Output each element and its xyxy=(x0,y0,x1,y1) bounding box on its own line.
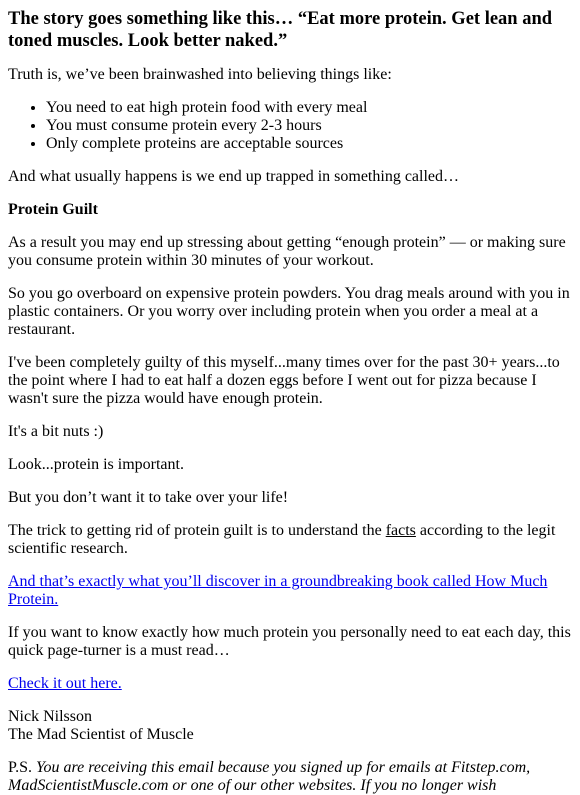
ps-label: P.S. xyxy=(8,759,37,776)
beliefs-list xyxy=(8,99,572,153)
trapped-text: And what usually happens is we end up trapped in something called… xyxy=(8,168,460,185)
takeover-paragraph: But you don’t want it to take over your life! xyxy=(8,489,289,506)
ps-paragraph xyxy=(8,759,572,795)
overboard-paragraph: So you go overboard on expensive protein powders. You drag meals around with you in plastic containers. Or you worry over including protein when you order a meal at a restaurant. xyxy=(8,285,570,338)
pageturner-paragraph: If you want to know exactly how much protein you personally need to eat each day, this quick page-turner is a must read… xyxy=(8,624,571,659)
trick-text-after: according to the legit scientific research. xyxy=(8,522,556,557)
book-link[interactable]: And that’s exactly what you’ll discover in a groundbreaking book called How Much Protein. xyxy=(8,573,548,608)
signature-title: The Mad Scientist of Muscle xyxy=(8,726,194,743)
book-link-paragraph xyxy=(8,573,572,609)
subheading xyxy=(8,201,572,219)
trick-paragraph xyxy=(8,522,572,558)
headline: The story goes something like this… “Eat more protein. Get lean and toned muscles. Look better naked.” xyxy=(8,9,553,51)
check-it-out-link[interactable]: Check it out here. xyxy=(8,675,122,692)
check-link-paragraph xyxy=(8,675,572,693)
facts-underlined: facts xyxy=(385,522,416,539)
list-item: • You need to eat high protein food with every meal xyxy=(46,99,572,117)
list-item: • Only complete proteins are acceptable sources xyxy=(46,135,572,153)
trick-text-before: The trick to getting rid of protein guilt is to understand the xyxy=(8,522,386,539)
list-item: • You must consume protein every 2-3 hours xyxy=(46,117,572,135)
nuts-paragraph: It's a bit nuts :) xyxy=(8,423,104,440)
signature xyxy=(8,708,572,744)
guilty-paragraph: I've been completely guilty of this myself...many times over for the past 30+ years...to the point where I had to eat half a dozen eggs before I went out for pizza because I wasn't sure the pizza would have enough protein. xyxy=(8,354,560,407)
important-paragraph: Look...protein is important. xyxy=(8,456,184,473)
intro-text: Truth is, we’ve been brainwashed into believing things like: xyxy=(8,66,392,83)
stress-paragraph: As a result you may end up stressing about getting “enough protein” — or making sure you consume protein within 30 minutes of your workout. xyxy=(8,234,566,269)
ps-text: You are receiving this email because you signed up for emails at Fitstep.com, MadScientistMuscle.com or one of our other websites. If you no longer wish xyxy=(8,759,531,794)
signature-name: Nick Nilsson xyxy=(8,708,92,725)
subheading-text: Protein Guilt xyxy=(8,201,98,218)
